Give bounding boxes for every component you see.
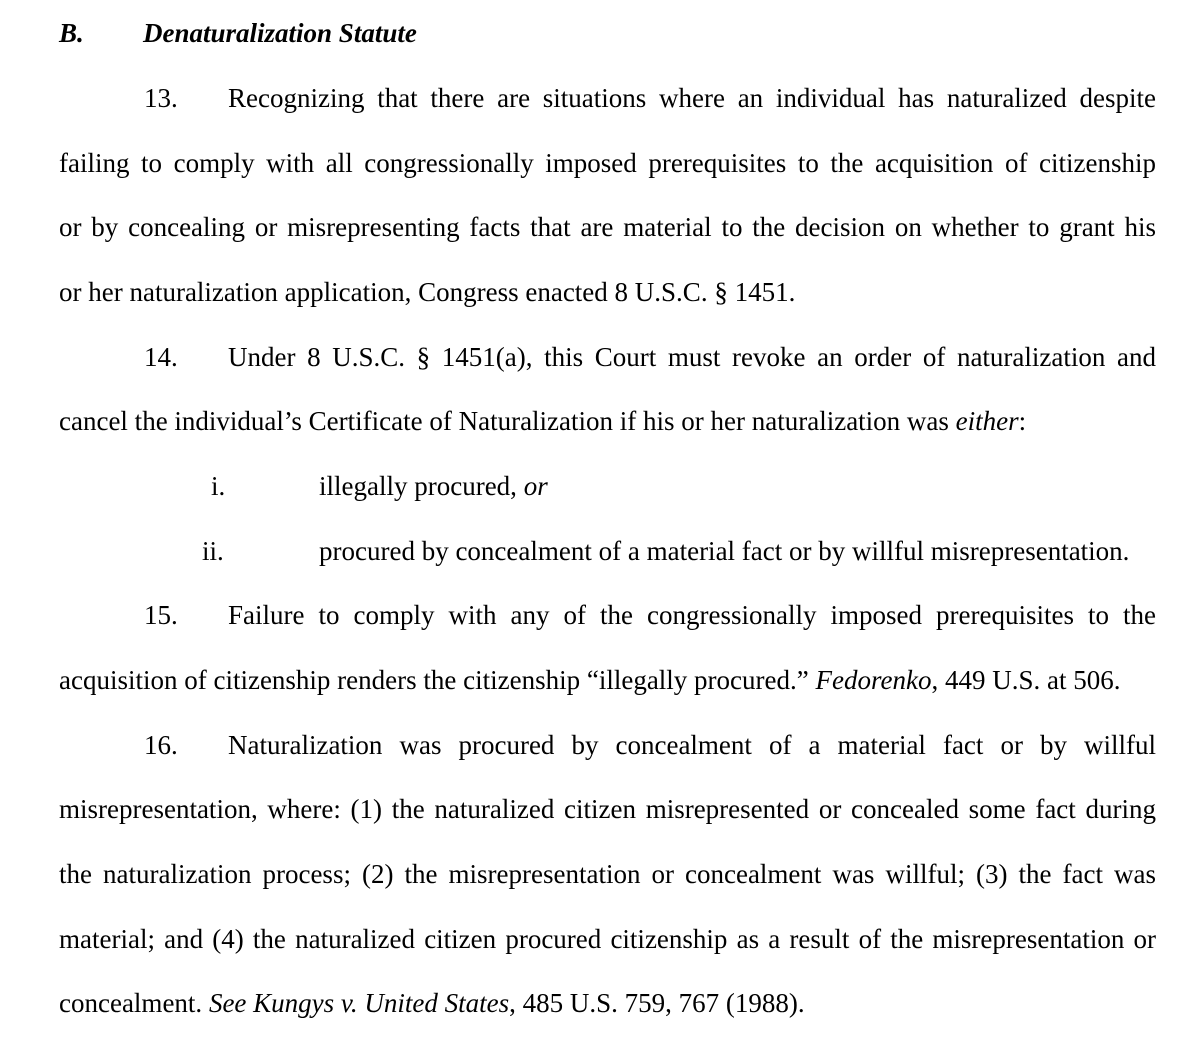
list-item-label: ii. xyxy=(202,536,224,566)
list-item-text xyxy=(319,470,548,502)
citation-reference: , 449 U.S. at 506. xyxy=(931,665,1121,695)
citation-case-name: Fedorenko xyxy=(815,665,932,695)
paragraph-text-line: material; and (4) the naturalized citizen procured citizenship as a result of the misrepresentation or xyxy=(59,924,1156,954)
line-tail: : xyxy=(1018,406,1027,436)
citation-case-name: See Kungys v. United States xyxy=(208,988,510,1018)
section-letter: B. xyxy=(59,18,84,48)
paragraph-text-line: the naturalization process; (2) the misrepresentation or concealment was willful; (3) the fact was xyxy=(59,859,1156,889)
paragraph-text-line: Under 8 U.S.C. § 1451(a), this Court must revoke an order of naturalization and xyxy=(228,342,1156,372)
paragraph-text-line xyxy=(59,664,1156,696)
paragraph-text-line: misrepresentation, where: (1) the naturalized citizen misrepresented or concealed some fact during xyxy=(59,794,1156,824)
paragraph-number: 13. xyxy=(144,83,178,113)
list-item-label: i. xyxy=(211,471,226,501)
paragraph-text-line: or by concealing or misrepresenting facts that are material to the decision on whether to grant his xyxy=(59,212,1156,242)
paragraph-number: 16. xyxy=(144,730,178,760)
list-item-conjunction: or xyxy=(523,471,548,501)
list-item-body: illegally procured, xyxy=(319,471,524,501)
citation-reference: , 485 U.S. 759, 767 (1988). xyxy=(509,988,805,1018)
paragraph-number: 15. xyxy=(144,600,178,630)
line-text: concealment. xyxy=(59,988,209,1018)
paragraph-text-line: or her naturalization application, Congress enacted 8 U.S.C. § 1451. xyxy=(59,277,796,307)
paragraph-text-line: Naturalization was procured by concealment of a material fact or by willful xyxy=(228,730,1156,760)
paragraph-text-line: Failure to comply with any of the congressionally imposed prerequisites to the xyxy=(228,600,1156,630)
line-text: cancel the individual’s Certificate of Naturalization if his or her naturalization was xyxy=(59,406,956,436)
paragraph-text-line: failing to comply with all congressionally imposed prerequisites to the acquisition of citizenship xyxy=(59,148,1156,178)
paragraph-number: 14. xyxy=(144,342,178,372)
emphasis-text: either xyxy=(955,406,1019,436)
paragraph-text-line xyxy=(59,987,1156,1019)
section-title: Denaturalization Statute xyxy=(143,18,417,48)
paragraph-text-line: Recognizing that there are situations where an individual has naturalized despite xyxy=(228,83,1156,113)
paragraph-text-line xyxy=(59,405,1156,437)
list-item-text: procured by concealment of a material fact or by willful misrepresentation. xyxy=(319,536,1130,566)
line-text: acquisition of citizenship renders the citizenship “illegally procured.” xyxy=(59,665,816,695)
